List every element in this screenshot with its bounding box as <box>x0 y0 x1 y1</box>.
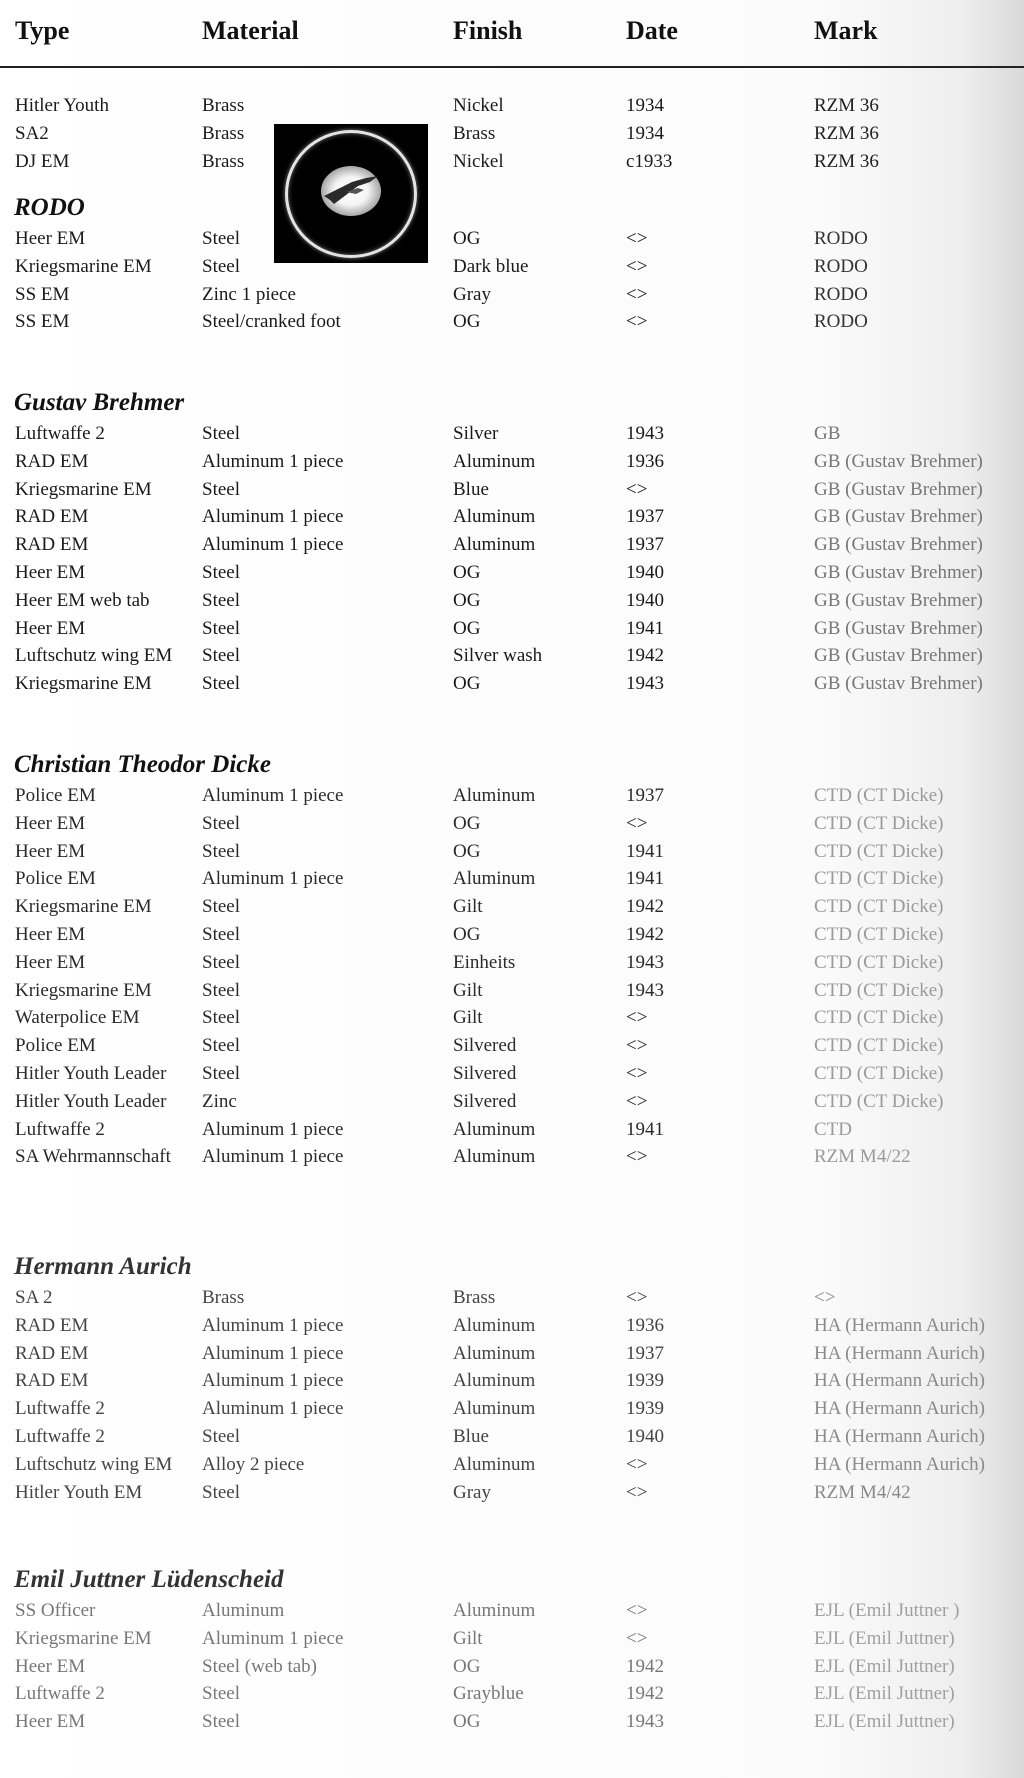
cell-date: 1936 <box>626 450 664 472</box>
cell-mark: <> <box>814 1287 836 1308</box>
table-row <box>0 673 1024 701</box>
cell-mark: CTD (CT Dicke) <box>814 785 944 806</box>
cell-type: Police EM <box>15 868 96 890</box>
cell-date: c1933 <box>626 150 673 172</box>
cell-material: Aluminum 1 piece <box>202 1314 344 1336</box>
cell-finish: OG <box>453 228 481 249</box>
table-row <box>0 95 1024 123</box>
cell-material: Steel <box>202 1711 240 1733</box>
cell-mark: CTD (CT Dicke) <box>814 1090 944 1112</box>
cell-type: Heer EM <box>15 562 86 583</box>
table-row <box>0 451 1024 479</box>
cell-date: 1937 <box>626 1342 664 1364</box>
cell-material: Zinc 1 piece <box>202 283 296 305</box>
cell-mark: GB (Gustav Brehmer) <box>814 673 983 695</box>
cell-type: Waterpolice EM <box>15 1007 140 1029</box>
cell-date: 1942 <box>626 1683 664 1705</box>
cell-mark: HA (Hermann Aurich) <box>814 1370 985 1392</box>
table-row <box>0 1683 1024 1711</box>
cell-finish: OG <box>453 1711 481 1733</box>
cell-mark: EJL (Emil Juttner) <box>814 1627 955 1649</box>
cell-mark: RZM M4/22 <box>814 1146 911 1168</box>
cell-type: Heer EM <box>15 1655 86 1677</box>
cell-type: Luftwaffe 2 <box>15 1683 105 1705</box>
section-title: Hermann Aurich <box>14 1253 192 1280</box>
table-row <box>0 1146 1024 1174</box>
table-row <box>0 311 1024 339</box>
cell-material: Steel <box>202 255 240 277</box>
table-row <box>0 590 1024 618</box>
cell-material: Aluminum 1 piece <box>202 785 344 806</box>
cell-material: Aluminum 1 piece <box>202 450 344 472</box>
cell-type: DJ EM <box>15 150 70 172</box>
cell-mark: GB (Gustav Brehmer) <box>814 617 983 639</box>
cell-material: Steel/cranked foot <box>202 311 341 333</box>
table-row <box>0 228 1024 256</box>
cell-date: 1941 <box>626 617 664 639</box>
cell-type: Heer EM <box>15 840 86 862</box>
cell-mark: RZM 36 <box>814 150 879 172</box>
table-row <box>0 813 1024 841</box>
cell-finish: Aluminum <box>453 1342 536 1364</box>
cell-type: Hitler Youth <box>15 95 109 116</box>
table-row <box>0 645 1024 673</box>
table-row <box>0 952 1024 980</box>
table-row <box>0 1063 1024 1091</box>
cell-finish: Einheits <box>453 951 516 973</box>
cell-type: Luftwaffe 2 <box>15 1118 105 1140</box>
cell-date: <> <box>626 1627 648 1649</box>
cell-date: <> <box>626 1090 648 1112</box>
cell-material: Steel <box>202 1035 240 1057</box>
cell-finish: Dark blue <box>453 255 529 277</box>
cell-mark: EJL (Emil Juttner) <box>814 1683 955 1705</box>
cell-date: 1934 <box>626 95 664 116</box>
cell-material: Aluminum 1 piece <box>202 1370 344 1392</box>
table-row <box>0 1035 1024 1063</box>
table-row <box>0 423 1024 451</box>
header-type: Type <box>15 16 70 45</box>
cell-type: SS Officer <box>15 1600 96 1621</box>
cell-type: Police EM <box>15 785 96 806</box>
cell-material: Steel <box>202 840 240 862</box>
cell-mark: CTD (CT Dicke) <box>814 979 944 1001</box>
cell-material: Steel (web tab) <box>202 1655 318 1677</box>
cell-mark: CTD (CT Dicke) <box>814 868 944 890</box>
cell-date: 1937 <box>626 506 664 528</box>
cell-material: Steel <box>202 673 240 695</box>
cell-type: Kriegsmarine EM <box>15 979 152 1001</box>
cell-type: Kriegsmarine EM <box>15 478 152 500</box>
cell-finish: Gray <box>453 283 491 305</box>
cell-material: Steel <box>202 924 240 945</box>
section-title: RODO <box>14 194 85 221</box>
cell-mark: HA (Hermann Aurich) <box>814 1342 985 1364</box>
cell-finish: Silver wash <box>453 645 543 667</box>
cell-mark: CTD (CT Dicke) <box>814 812 944 834</box>
cell-material: Aluminum 1 piece <box>202 1146 344 1168</box>
cell-date: <> <box>626 1063 648 1084</box>
cell-type: Hitler Youth Leader <box>15 1063 167 1084</box>
cell-type: Luftschutz wing EM <box>15 645 173 667</box>
cell-mark: GB (Gustav Brehmer) <box>814 562 983 583</box>
cell-finish: OG <box>453 812 481 834</box>
cell-mark: RODO <box>814 255 868 277</box>
cell-mark: RODO <box>814 311 868 333</box>
cell-material: Steel <box>202 478 240 500</box>
cell-mark: CTD (CT Dicke) <box>814 1035 944 1057</box>
cell-mark: CTD (CT Dicke) <box>814 896 944 918</box>
cell-finish: Gilt <box>453 979 483 1001</box>
table-row <box>0 506 1024 534</box>
table-row <box>0 841 1024 869</box>
cell-date: 1940 <box>626 562 664 583</box>
table-row <box>0 1454 1024 1482</box>
table-row <box>0 1343 1024 1371</box>
section-title: Christian Theodor Dicke <box>14 751 271 778</box>
table-row <box>0 562 1024 590</box>
cell-material: Aluminum 1 piece <box>202 1627 344 1649</box>
cell-date: 1934 <box>626 122 664 144</box>
cell-type: SA 2 <box>15 1287 53 1308</box>
cell-date: 1941 <box>626 1118 664 1140</box>
table-row <box>0 1711 1024 1739</box>
cell-mark: GB (Gustav Brehmer) <box>814 534 983 556</box>
cell-finish: Aluminum <box>453 534 536 556</box>
table-row <box>0 1315 1024 1343</box>
table-row <box>0 924 1024 952</box>
cell-date: 1943 <box>626 673 664 695</box>
cell-date: 1941 <box>626 840 664 862</box>
cell-material: Aluminum 1 piece <box>202 1398 344 1420</box>
cell-material: Steel <box>202 812 240 834</box>
cell-finish: OG <box>453 589 481 611</box>
table-row <box>0 1628 1024 1656</box>
cell-type: SS EM <box>15 311 70 333</box>
cell-mark: CTD (CT Dicke) <box>814 840 944 862</box>
header-material: Material <box>202 16 299 45</box>
cell-type: Kriegsmarine EM <box>15 1627 152 1649</box>
cell-finish: OG <box>453 311 481 333</box>
table-row <box>0 868 1024 896</box>
cell-finish: OG <box>453 840 481 862</box>
cell-material: Steel <box>202 896 240 918</box>
cell-finish: Blue <box>453 478 489 500</box>
cell-material: Steel <box>202 617 240 639</box>
cell-finish: Silvered <box>453 1035 517 1057</box>
cell-type: Heer EM web tab <box>15 589 150 611</box>
cell-date: 1940 <box>626 1426 664 1447</box>
cell-finish: Blue <box>453 1426 489 1447</box>
table-row <box>0 1007 1024 1035</box>
table-row <box>0 1091 1024 1119</box>
table-row <box>0 534 1024 562</box>
cell-finish: Gilt <box>453 1627 483 1649</box>
cell-mark: RZM 36 <box>814 122 879 144</box>
table-row <box>0 1287 1024 1315</box>
cell-finish: Brass <box>453 1287 496 1308</box>
cell-material: Steel <box>202 1007 240 1029</box>
cell-date: <> <box>626 1146 648 1168</box>
cell-date: <> <box>626 478 648 500</box>
cell-finish: Nickel <box>453 150 504 172</box>
cell-finish: Aluminum <box>453 1453 536 1475</box>
cell-mark: EJL (Emil Juttner) <box>814 1655 955 1677</box>
cell-material: Aluminum 1 piece <box>202 868 344 890</box>
cell-finish: OG <box>453 673 481 695</box>
cell-date: 1942 <box>626 924 664 945</box>
cell-type: Luftschutz wing EM <box>15 1453 173 1475</box>
cell-type: RAD EM <box>15 1314 89 1336</box>
cell-type: Heer EM <box>15 951 86 973</box>
table-row <box>0 1482 1024 1510</box>
cell-mark: GB (Gustav Brehmer) <box>814 450 983 472</box>
cell-type: RAD EM <box>15 1342 89 1364</box>
cell-type: RAD EM <box>15 450 89 472</box>
cell-mark: GB <box>814 423 841 444</box>
cell-type: Luftwaffe 2 <box>15 1398 105 1420</box>
table-row <box>0 1426 1024 1454</box>
cell-finish: Gray <box>453 1481 491 1503</box>
cell-material: Steel <box>202 1063 240 1084</box>
cell-date: 1939 <box>626 1398 664 1420</box>
cell-finish: OG <box>453 617 481 639</box>
cell-finish: Aluminum <box>453 1146 536 1168</box>
section-title: Gustav Brehmer <box>14 389 185 416</box>
header-date: Date <box>626 16 678 45</box>
cell-finish: Aluminum <box>453 1314 536 1336</box>
table-header <box>0 0 1024 68</box>
cell-finish: Aluminum <box>453 450 536 472</box>
cell-type: Heer EM <box>15 1711 86 1733</box>
table-row <box>0 618 1024 646</box>
cell-type: SA Wehrmannschaft <box>15 1146 171 1168</box>
cell-mark: HA (Hermann Aurich) <box>814 1453 985 1475</box>
table-row <box>0 151 1024 179</box>
cell-mark: RZM 36 <box>814 95 879 116</box>
table-row <box>0 785 1024 813</box>
cell-date: 1943 <box>626 951 664 973</box>
table-row <box>0 1119 1024 1147</box>
table-row <box>0 1398 1024 1426</box>
cell-material: Brass <box>202 1287 245 1308</box>
cell-type: Kriegsmarine EM <box>15 673 152 695</box>
cell-material: Brass <box>202 95 245 116</box>
table-row <box>0 123 1024 151</box>
eagle-icon <box>322 174 382 208</box>
table-row <box>0 1370 1024 1398</box>
table-row <box>0 479 1024 507</box>
cell-date: 1939 <box>626 1370 664 1392</box>
cell-date: <> <box>626 1035 648 1057</box>
cell-mark: GB (Gustav Brehmer) <box>814 506 983 528</box>
cell-finish: Brass <box>453 122 496 144</box>
cell-date: 1943 <box>626 1711 664 1733</box>
cell-finish: Nickel <box>453 95 504 116</box>
cell-finish: Grayblue <box>453 1683 524 1705</box>
cell-type: Luftwaffe 2 <box>15 1426 105 1447</box>
cell-finish: Aluminum <box>453 785 536 806</box>
cell-material: Steel <box>202 1426 240 1447</box>
cell-finish: Aluminum <box>453 1118 536 1140</box>
cell-mark: HA (Hermann Aurich) <box>814 1314 985 1336</box>
cell-type: Luftwaffe 2 <box>15 423 105 444</box>
cell-date: <> <box>626 812 648 834</box>
cell-mark: CTD (CT Dicke) <box>814 1063 944 1084</box>
cell-date: 1940 <box>626 589 664 611</box>
cell-finish: Aluminum <box>453 1398 536 1420</box>
cell-material: Brass <box>202 122 245 144</box>
table-row <box>0 256 1024 284</box>
cell-type: Heer EM <box>15 924 86 945</box>
cell-finish: Silvered <box>453 1090 517 1112</box>
cell-date: <> <box>626 1600 648 1621</box>
cell-material: Steel <box>202 562 240 583</box>
cell-material: Aluminum 1 piece <box>202 1342 344 1364</box>
cell-date: 1937 <box>626 534 664 556</box>
cell-type: RAD EM <box>15 1370 89 1392</box>
cell-date: 1942 <box>626 645 664 667</box>
cell-mark: EJL (Emil Juttner ) <box>814 1600 960 1621</box>
cell-mark: CTD (CT Dicke) <box>814 951 944 973</box>
cell-date: 1942 <box>626 1655 664 1677</box>
header-mark: Mark <box>814 16 878 45</box>
cell-finish: Gilt <box>453 896 483 918</box>
cell-type: Heer EM <box>15 228 86 249</box>
cell-material: Steel <box>202 228 240 249</box>
cell-date: <> <box>626 1007 648 1029</box>
cell-finish: Aluminum <box>453 1370 536 1392</box>
cell-material: Steel <box>202 645 240 667</box>
cell-date: <> <box>626 311 648 333</box>
cell-mark: GB (Gustav Brehmer) <box>814 589 983 611</box>
cell-mark: GB (Gustav Brehmer) <box>814 645 983 667</box>
cell-type: RAD EM <box>15 506 89 528</box>
cell-date: <> <box>626 1453 648 1475</box>
cell-date: <> <box>626 255 648 277</box>
cell-mark: RODO <box>814 283 868 305</box>
cell-type: Hitler Youth Leader <box>15 1090 167 1112</box>
badge-photo <box>274 124 428 263</box>
cell-mark: HA (Hermann Aurich) <box>814 1398 985 1420</box>
cell-date: <> <box>626 228 648 249</box>
cell-date: <> <box>626 283 648 305</box>
cell-material: Steel <box>202 423 240 444</box>
cell-finish: Aluminum <box>453 868 536 890</box>
cell-type: Hitler Youth EM <box>15 1481 143 1503</box>
cell-date: 1943 <box>626 979 664 1001</box>
cell-mark: RODO <box>814 228 868 249</box>
cell-date: 1941 <box>626 868 664 890</box>
cell-material: Aluminum <box>202 1600 285 1621</box>
cell-material: Aluminum 1 piece <box>202 534 344 556</box>
cell-material: Brass <box>202 150 245 172</box>
cell-finish: OG <box>453 924 481 945</box>
cell-material: Zinc <box>202 1090 237 1112</box>
cell-material: Steel <box>202 1481 240 1503</box>
cell-finish: Gilt <box>453 1007 483 1029</box>
cell-finish: Aluminum <box>453 1600 536 1621</box>
cell-material: Aluminum 1 piece <box>202 506 344 528</box>
table-row <box>0 1600 1024 1628</box>
cell-date: <> <box>626 1481 648 1503</box>
cell-date: 1943 <box>626 423 664 444</box>
table-row <box>0 284 1024 312</box>
cell-date: 1936 <box>626 1314 664 1336</box>
cell-finish: OG <box>453 1655 481 1677</box>
cell-mark: CTD <box>814 1118 852 1140</box>
cell-material: Steel <box>202 951 240 973</box>
cell-date: <> <box>626 1287 648 1308</box>
table-row <box>0 1656 1024 1684</box>
cell-type: Heer EM <box>15 812 86 834</box>
cell-finish: Aluminum <box>453 506 536 528</box>
cell-mark: GB (Gustav Brehmer) <box>814 478 983 500</box>
cell-type: Kriegsmarine EM <box>15 896 152 918</box>
cell-material: Steel <box>202 1683 240 1705</box>
cell-finish: Silver <box>453 423 499 444</box>
cell-mark: CTD (CT Dicke) <box>814 924 944 945</box>
cell-mark: HA (Hermann Aurich) <box>814 1426 985 1447</box>
cell-material: Steel <box>202 979 240 1001</box>
cell-material: Steel <box>202 589 240 611</box>
cell-finish: OG <box>453 562 481 583</box>
table-row <box>0 980 1024 1008</box>
cell-finish: Silvered <box>453 1063 517 1084</box>
cell-date: 1942 <box>626 896 664 918</box>
table-row <box>0 896 1024 924</box>
cell-type: SA2 <box>15 122 49 144</box>
cell-type: Kriegsmarine EM <box>15 255 152 277</box>
header-finish: Finish <box>453 16 523 45</box>
cell-material: Aluminum 1 piece <box>202 1118 344 1140</box>
cell-type: Heer EM <box>15 617 86 639</box>
cell-type: SS EM <box>15 283 70 305</box>
cell-mark: RZM M4/42 <box>814 1481 911 1503</box>
section-title: Emil Juttner Lüdenscheid <box>14 1566 284 1593</box>
cell-material: Alloy 2 piece <box>202 1453 305 1475</box>
cell-mark: CTD (CT Dicke) <box>814 1007 944 1029</box>
cell-type: RAD EM <box>15 534 89 556</box>
cell-type: Police EM <box>15 1035 96 1057</box>
cell-mark: EJL (Emil Juttner) <box>814 1711 955 1733</box>
cell-date: 1937 <box>626 785 664 806</box>
